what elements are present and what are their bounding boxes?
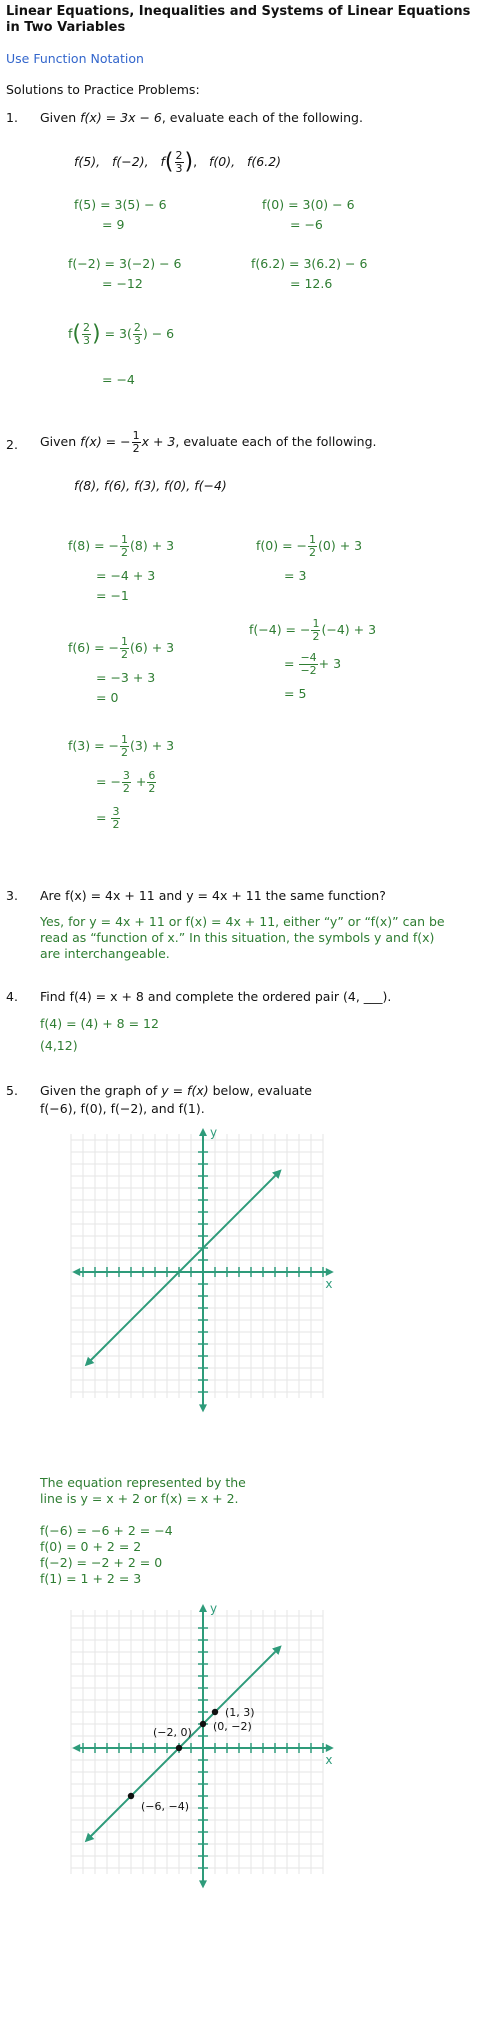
problem-1-question [40, 110, 363, 125]
list-item: f(6.2) [247, 154, 282, 169]
answer-f6-line3: = 0 [96, 690, 119, 705]
problem-5-question-line1: Given the graph of y = f(x) below, evaluate [40, 1083, 312, 1098]
y-axis-arrow [199, 1604, 207, 1612]
y-axis-arrow [199, 1128, 207, 1136]
list-item: f(5), [74, 154, 101, 169]
problem-2-question: Given f(x) = − $\frac{1}{2}$ x + 3, evaluate each of the following. [40, 429, 377, 455]
list-item: f(−2), [112, 154, 149, 169]
answer-f6-line1: f(6) = − $\frac{1}{2}$ (6) + 3 [68, 635, 175, 661]
answer-f3-line3: = $\frac{3}{2}$ [96, 805, 120, 831]
problem-3-answer: Yes, for y = 4x + 11 or f(x) = 4x + 11, either “y” or “f(x)” can be read as “function of x.” In this situation, the symbols y and f(x) are interchangeable. [40, 914, 445, 961]
y-axis-label: y [210, 1601, 218, 1616]
page-title: Linear Equations, Inequalities and Systems of Linear Equations in Two Variables [6, 4, 471, 35]
y-axis-arrow [199, 1404, 207, 1412]
answer-f0-line1: f(0) = 3(0) − 6 [262, 197, 355, 212]
x-axis-arrow [326, 1744, 334, 1752]
given-label: Given [40, 110, 77, 125]
problem-2-list: f(8), f(6), f(3), f(0), f(−4) [74, 478, 227, 493]
data-point [212, 1709, 218, 1715]
problem-4-question: Find f(4) = x + 8 and complete the ordered pair (4, ___). [40, 989, 392, 1004]
x-axis-label: x [325, 1753, 333, 1767]
eval-line: f(−6) = −6 + 2 = −4 [40, 1523, 173, 1538]
problem-1-tail: , evaluate each of the following. [161, 110, 363, 125]
problem-2-number: 2. [6, 437, 18, 452]
answer-f23-line1: f( $\frac{2}{3}$ ) = 3( $\frac{2}{3}$ ) − 6 [68, 321, 175, 347]
point-label: (−2, 0) [153, 1726, 192, 1739]
answer-fm4-line3: = 5 [284, 686, 307, 701]
problem-1-list: f(5), f(−2), f( $\frac{2}{3}$ ), f(0), f(6.2) [74, 149, 282, 175]
graph-2 [38, 1598, 368, 1898]
list-item: f [160, 154, 165, 169]
y-axis-label: y [210, 1125, 218, 1140]
answer-fm2-line1: f(−2) = 3(−2) − 6 [68, 256, 182, 271]
data-point [200, 1721, 206, 1727]
answer-f8-line3: = −1 [96, 588, 129, 603]
problem-5-question-line2: f(−6), f(0), f(−2), and f(1). [40, 1101, 205, 1116]
x-axis-label: x [325, 1277, 333, 1291]
answer-f8-line1: f(8) = − $\frac{1}{2}$ (8) + 3 [68, 533, 175, 559]
answer-f5-line2: = 9 [102, 217, 125, 232]
data-point [128, 1793, 134, 1799]
answer-fm4-line2: = $\frac{-4}{-2}$ + 3 [284, 651, 342, 677]
x-axis-arrow [72, 1744, 80, 1752]
x-axis-arrow [72, 1268, 80, 1276]
answer-f6-line2: = −3 + 3 [96, 670, 156, 685]
point-label: (1, 3) [225, 1706, 255, 1719]
problem-5-number: 5. [6, 1083, 18, 1098]
eval-line: f(0) = 0 + 2 = 2 [40, 1539, 142, 1554]
use-function-notation-link[interactable]: Use Function Notation [6, 51, 144, 66]
answer-f0b-line2: = 3 [284, 568, 307, 583]
answer-f0-line2: = −6 [290, 217, 323, 232]
problem-4-number: 4. [6, 989, 18, 1004]
solutions-heading: Solutions to Practice Problems: [6, 82, 200, 97]
answer-f62-line2: = 12.6 [290, 276, 333, 291]
problem-3-question: Are f(x) = 4x + 11 and y = 4x + 11 the same function? [40, 888, 386, 903]
function-line [89, 1174, 277, 1362]
eval-line: f(1) = 1 + 2 = 3 [40, 1571, 142, 1586]
data-point [176, 1745, 182, 1751]
problem-4-answer-1: f(4) = (4) + 8 = 12 [40, 1016, 159, 1031]
y-axis-arrow [199, 1880, 207, 1888]
answer-f62-line1: f(6.2) = 3(6.2) − 6 [251, 256, 368, 271]
answer-f3-line1: f(3) = − $\frac{1}{2}$ (3) + 3 [68, 733, 175, 759]
x-axis-arrow [326, 1268, 334, 1276]
problem-3-number: 3. [6, 888, 18, 903]
problem-1-number: 1. [6, 110, 18, 125]
answer-f8-line2: = −4 + 3 [96, 568, 156, 583]
answer-f3-line2: = − $\frac{3}{2}$ + $\frac{6}{2}$ [96, 769, 156, 795]
answer-f5-line1: f(5) = 3(5) − 6 [74, 197, 167, 212]
eval-line: f(−2) = −2 + 2 = 0 [40, 1555, 163, 1570]
fraction: $\frac{2}{3}$ [175, 149, 183, 175]
answer-f0b-line1: f(0) = − $\frac{1}{2}$ (0) + 3 [256, 533, 363, 559]
problem-5-answer-line1: The equation represented by the [40, 1475, 246, 1490]
graph-1 [38, 1122, 368, 1422]
point-label: (−6, −4) [141, 1800, 190, 1813]
problem-4-answer-2: (4,12) [40, 1038, 78, 1053]
list-item: f(0), [209, 154, 236, 169]
answer-fm2-line2: = −12 [102, 276, 143, 291]
problem-1-function: f(x) = 3x − 6 [80, 110, 162, 125]
point-label: (0, −2) [213, 1720, 252, 1733]
answer-f23-line2: = −4 [102, 372, 135, 387]
answer-fm4-line1: f(−4) = − $\frac{1}{2}$ (−4) + 3 [249, 617, 377, 643]
problem-5-answer-line2: line is y = x + 2 or f(x) = x + 2. [40, 1491, 239, 1506]
